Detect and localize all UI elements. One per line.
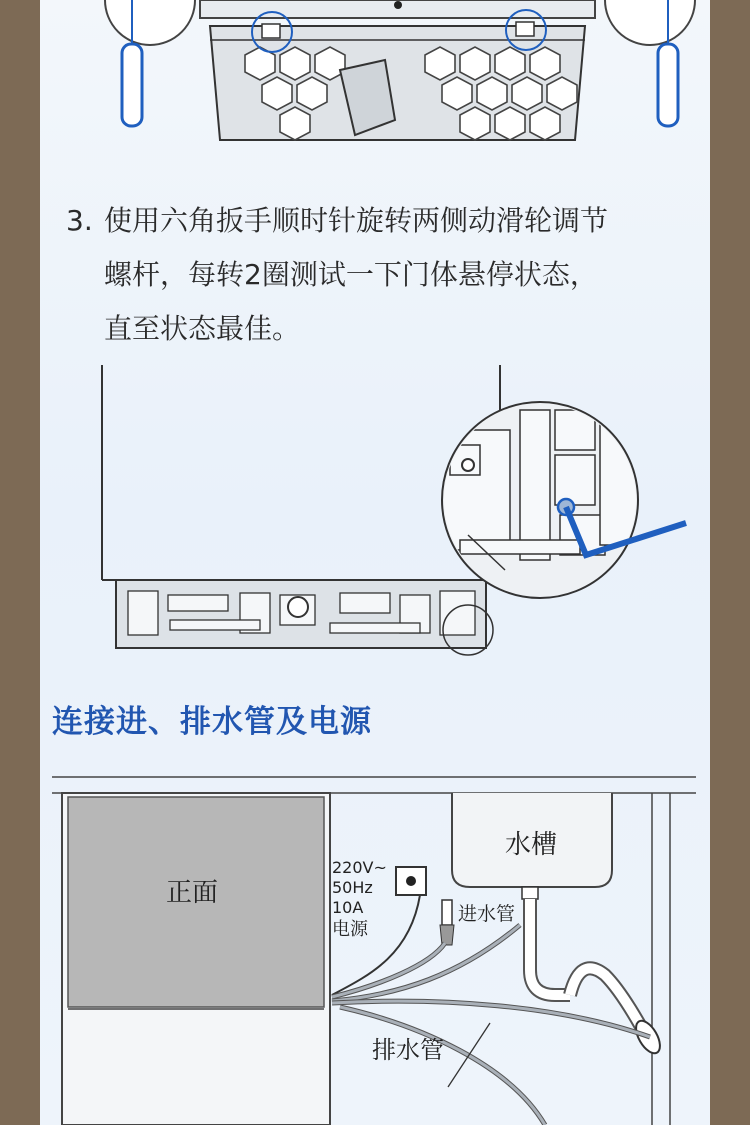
top-illustration: [40, 0, 710, 150]
inlet-label: 进水管: [458, 903, 516, 925]
power-spec-current: 10A: [332, 898, 364, 917]
instruction-page: [40, 0, 710, 1125]
step-3-line-1: 3. 使用六角扳手顺时针旋转两侧动滑轮调节: [66, 194, 710, 248]
power-label: 电源: [332, 919, 368, 940]
connection-diagram: [40, 775, 710, 1125]
step-number: 3.: [66, 204, 93, 237]
power-spec-frequency: 50Hz: [332, 878, 373, 897]
adjustment-illustration: [40, 355, 710, 665]
front-label: 正面: [166, 878, 219, 908]
step-3-line-3: 直至状态最佳。: [104, 312, 301, 345]
section-title: 连接进、排水管及电源: [52, 704, 372, 740]
power-spec-voltage: 220V~: [332, 858, 387, 877]
step-3-text: [66, 194, 710, 356]
sink-label: 水槽: [505, 830, 558, 860]
drain-label: 排水管: [372, 1036, 444, 1064]
step-3-line-2: 螺杆，每转2圈测试一下门体悬停状态，: [104, 258, 598, 291]
